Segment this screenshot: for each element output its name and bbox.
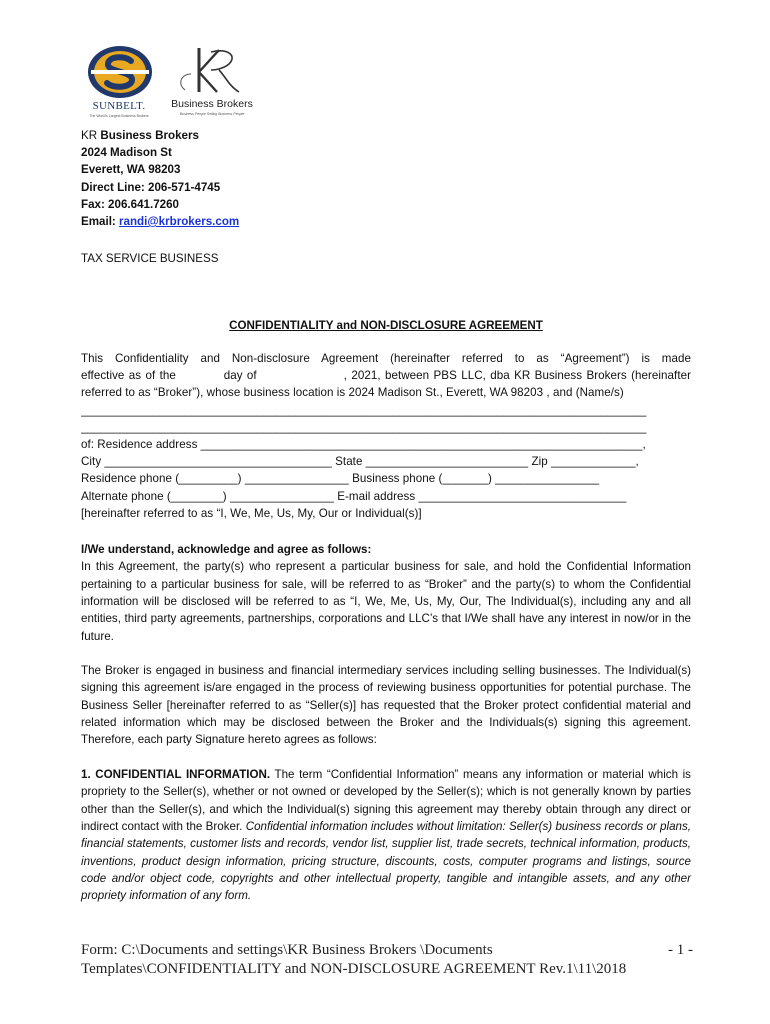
hereinafter-line: [hereinafter referred to as “I, We, Me, Us, My, Our or Individual(s)] <box>81 506 422 520</box>
names-blank-2: _______________________________________________________________________________________ <box>81 420 647 434</box>
header-logos <box>85 44 260 122</box>
footer-path-line-1: Form: C:\Documents and settings\KR Business Brokers \Documents <box>81 942 493 958</box>
residence-address-line: of: Residence address ____________________________________________________________________, <box>81 438 646 452</box>
sunbelt-wordmark: SUNBELT. <box>92 100 146 112</box>
agreement-title: CONFIDENTIALITY and NON-DISCLOSURE AGREEMENT <box>229 319 543 332</box>
city-state-zip-line: City ___________________________________ State _________________________ Zip _____________, <box>81 455 639 469</box>
direct-line: Direct Line: 206-571-4745 <box>81 180 221 194</box>
residence-phone-line: Residence phone (_________) ________________ Business phone (_______) ________________ <box>81 472 600 486</box>
names-blank-1: _______________________________________________________________________________________ <box>81 403 647 417</box>
understand-section <box>81 541 691 645</box>
section-1-italic-text: Confidential information includes without limitation: Seller(s) business records or plans, financial statements, customer lists and records, vendor list, supplier list, trade secrets, technical information, products, inventions, product design information, pricing structure, discounts, costs, computer programs and listings, source code and/or object code, copyrights and other intellectual property, tangible and intangible assets, and any other propriety information of any form. <box>81 820 691 903</box>
sunbelt-logo <box>85 44 155 120</box>
section-1-heading: 1. CONFIDENTIAL INFORMATION. <box>81 768 271 781</box>
kr-wordmark: Business Brokers <box>171 98 253 110</box>
kr-monogram-icon <box>167 44 257 98</box>
intro-line-1: This Confidentiality and Non-disclosure Agreement (hereinafter referred to as “Agreement”) is made <box>81 352 691 365</box>
sunbelt-tagline: The World's Largest Business Brokers <box>89 114 149 118</box>
intro-line-2: effective as of the day of , 2021, between PBS LLC, dba KR Business Brokers (hereinafter <box>81 369 691 383</box>
footer-path-line-2: Templates\CONFIDENTIALITY and NON-DISCLOSURE AGREEMENT Rev.1\11\2018 <box>81 961 627 977</box>
intro-block <box>81 350 691 522</box>
fax-number: Fax: 206.641.7260 <box>81 197 179 211</box>
page-number: - 1 - <box>668 942 693 958</box>
contact-block <box>81 127 691 230</box>
section-1-confidential-information <box>81 766 691 905</box>
alternate-phone-line: Alternate phone (________) ________________ E-mail address ________________________________ <box>81 489 627 503</box>
section-1-text: The term “Confidential Information” means any information or material which is propriety to the Seller(s), whether or not owned or developed by the Seller(s); which is not generally known by parties other than the Seller(s), and which the Individual(s) signing this agreement may thereby obtain through any direct or indirect contact with the Broker. <box>81 768 691 834</box>
page-footer <box>81 941 693 979</box>
kr-business-brokers-logo <box>167 44 257 120</box>
street-address: 2024 Madison St <box>81 146 172 160</box>
paragraph-2: The Broker is engaged in business and financial intermediary services including selling businesses. The Individual(s) signing this agreement is/are engaged in the process of reviewing business opportunities for potential purchase. The Business Seller [hereinafter referred to as “Seller(s)] has requested that the Broker protect confidential material and related information which may be disclosed between the Broker and the Individuals(s) signing this agreement. Therefore, each party Signature hereto agrees as follows: <box>81 664 691 747</box>
kr-tagline: Business People Selling Business People <box>179 112 245 116</box>
email-link[interactable]: randi@krbrokers.com <box>119 215 240 229</box>
intro-line-3: referred to as “Broker”), whose business location is 2024 Madison St., Everett, WA 98203 , and (Name/s) <box>81 386 624 400</box>
sunbelt-emblem-icon <box>85 44 155 100</box>
email-line: Email: randi@krbrokers.com <box>81 215 240 229</box>
understand-heading: I/We understand, acknowledge and agree as follows: <box>81 543 372 556</box>
paragraph-1: In this Agreement, the party(s) who represent a particular business for sale, and hold the Confidential Information pertaining to a particular business for sale, will be referred to as “Broker” and the party(s) to whom the Confidential information will be disclosed will be referred to as “I, We, Me, Us, My, Our, The Individual(s), including any and all entities, third party agreements, partnerships, corporations and LLC’s that I/We shall have any interest in now/or in the future. <box>81 560 691 643</box>
business-type: TAX SERVICE BUSINESS <box>81 252 219 265</box>
city-address: Everett, WA 98203 <box>81 163 181 177</box>
company-name-line: KR Business Brokers <box>81 129 199 142</box>
